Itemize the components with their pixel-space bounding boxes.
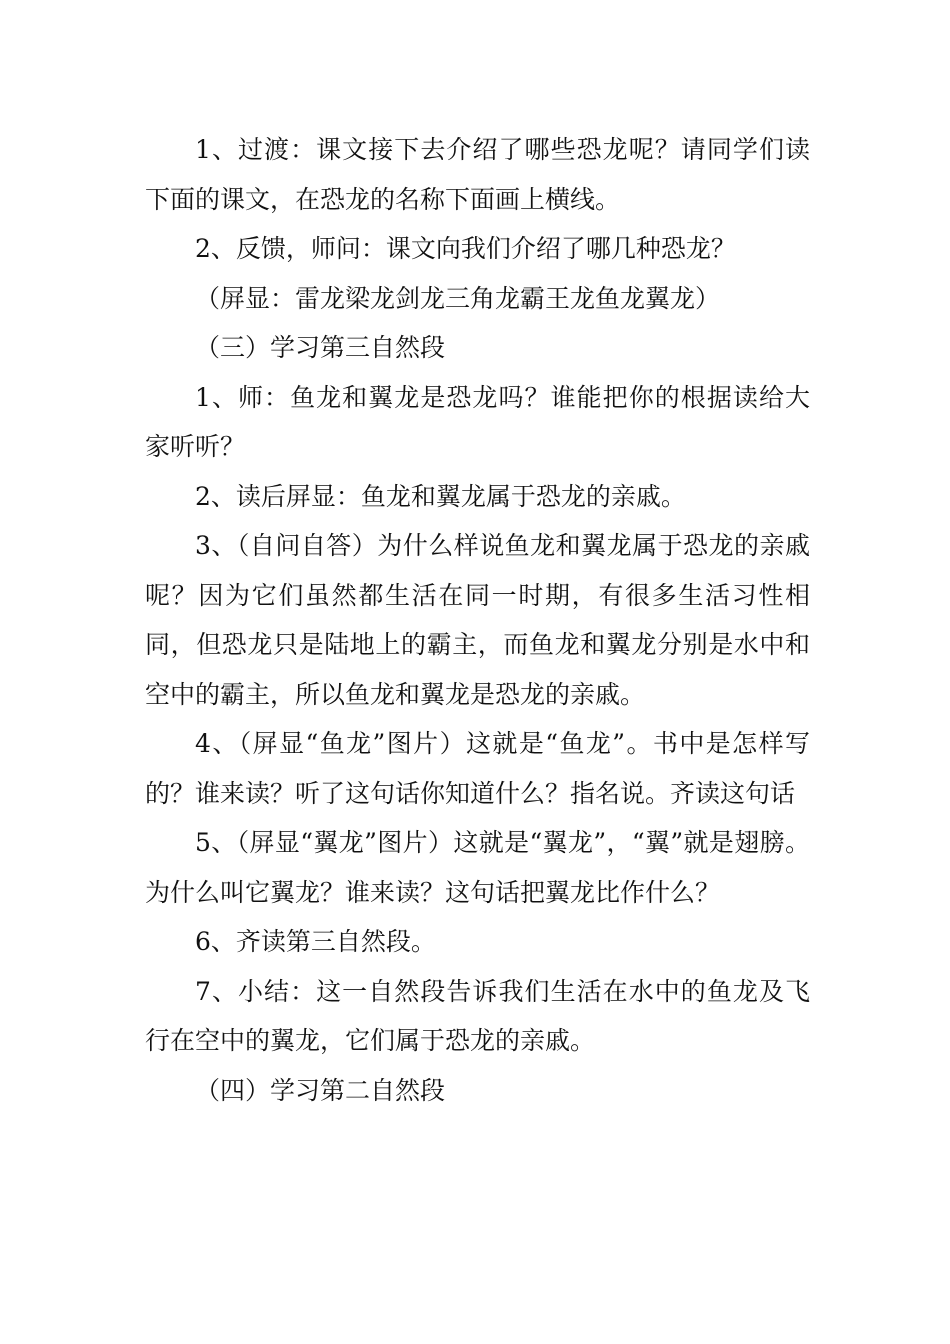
section-heading-three: （三）学习第三自然段 xyxy=(195,333,446,362)
paragraph-screen-relatives: 2、读后屏显：鱼龙和翼龙属于恐龙的亲戚。 xyxy=(195,481,686,511)
paragraph-pterosaur: 5、（屏显“翼龙”图片）这就是“翼龙”，“翼”就是翅膀。为什么叫它翼龙？谁来读？这句话把翼龙比作什么？ xyxy=(145,828,810,907)
section-heading-four: （四）学习第二自然段 xyxy=(195,1075,446,1105)
paragraph-read-aloud: 6、齐读第三自然段。 xyxy=(195,927,436,956)
paragraph-summary: 7、小结：这一自然段告诉我们生活在水中的鱼龙及飞行在空中的翼龙，它们属于恐龙的亲戚。 xyxy=(145,976,810,1055)
document-body xyxy=(145,125,810,1115)
paragraph-self-question: 3、（自问自答）为什么样说鱼龙和翼龙属于恐龙的亲戚呢？因为它们虽然都生活在同一时期，有很多生活习性相同，但恐龙只是陆地上的霸主，而鱼龙和翼龙分别是水中和空中的霸主，所以鱼龙和翼龙是恐龙的亲戚。 xyxy=(145,531,810,709)
paragraph-ichthyosaur: 4、（屏显“鱼龙”图片）这就是“鱼龙”。书中是怎样写的？谁来读？听了这句话你知道什么？指名说。齐读这句话 xyxy=(145,729,810,808)
paragraph-teacher-question: 1、师：鱼龙和翼龙是恐龙吗？谁能把你的根据读给大家听听？ xyxy=(145,382,810,461)
paragraph-screen-dinosaur-list: （屏显：雷龙梁龙剑龙三角龙霸王龙鱼龙翼龙） xyxy=(195,283,721,313)
paragraph-feedback: 2、反馈，师问：课文向我们介绍了哪几种恐龙？ xyxy=(195,234,736,263)
paragraph-transition: 1、过渡：课文接下去介绍了哪些恐龙呢？请同学们读下面的课文，在恐龙的名称下面画上横线。 xyxy=(145,135,810,214)
